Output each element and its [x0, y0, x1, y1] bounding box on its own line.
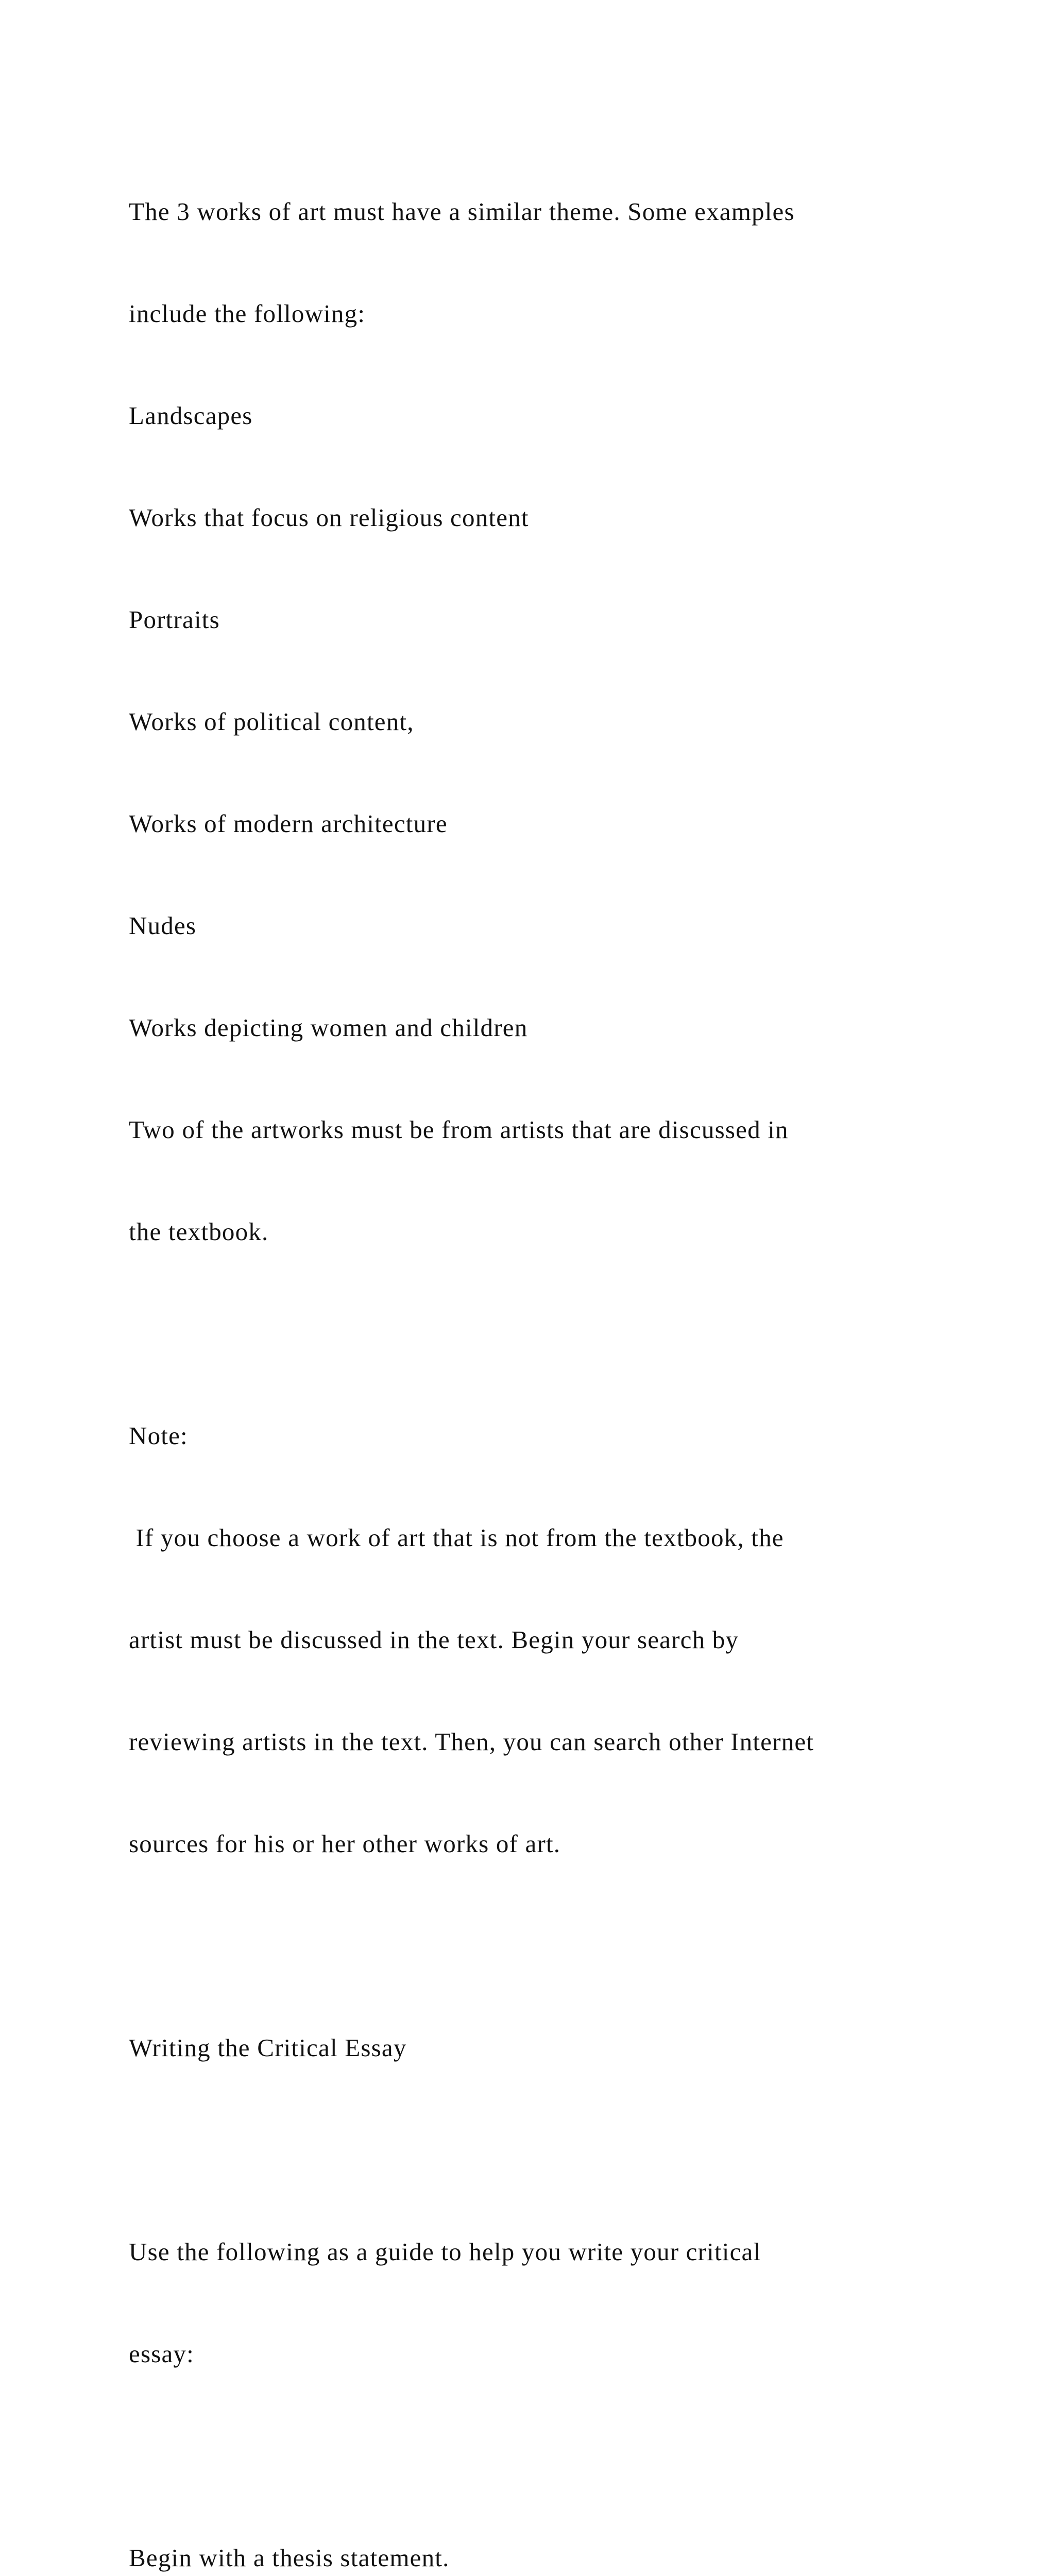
- list-item: Works of modern architecture: [129, 809, 448, 838]
- list-item: Portraits: [129, 605, 220, 634]
- list-item: Works that focus on religious content: [129, 503, 529, 532]
- text-line: If you choose a work of art that is not from the textbook, the: [129, 1523, 784, 1552]
- text-line: artist must be discussed in the text. Begin your search by: [129, 1625, 739, 1654]
- text-line: reviewing artists in the text. Then, you can search other Internet: [129, 1727, 814, 1756]
- document-body: [129, 127, 1005, 2576]
- list-item: Works depicting women and children: [129, 1013, 528, 1042]
- list-item: Landscapes: [129, 401, 253, 430]
- blank-line: [129, 2133, 1005, 2167]
- list-item: Nudes: [129, 911, 197, 940]
- list-item: Begin with a thesis statement.: [129, 2544, 450, 2572]
- text-line: include the following:: [129, 299, 366, 328]
- blank-line: [129, 1317, 1005, 1351]
- note-heading: Note:: [129, 1421, 188, 1450]
- section-heading: Writing the Critical Essay: [129, 2033, 407, 2062]
- text-line: essay:: [129, 2340, 194, 2368]
- blank-line: [129, 1929, 1005, 1963]
- text-line: the textbook.: [129, 1217, 269, 1246]
- text-line: Use the following as a guide to help you write your critical: [129, 2238, 761, 2266]
- blank-line: [129, 2439, 1005, 2473]
- text-line: The 3 works of art must have a similar theme. Some examples: [129, 197, 795, 226]
- text-line: sources for his or her other works of art.: [129, 1829, 561, 1858]
- text-line: Two of the artworks must be from artists that are discussed in: [129, 1115, 789, 1144]
- list-item: Works of political content,: [129, 707, 414, 736]
